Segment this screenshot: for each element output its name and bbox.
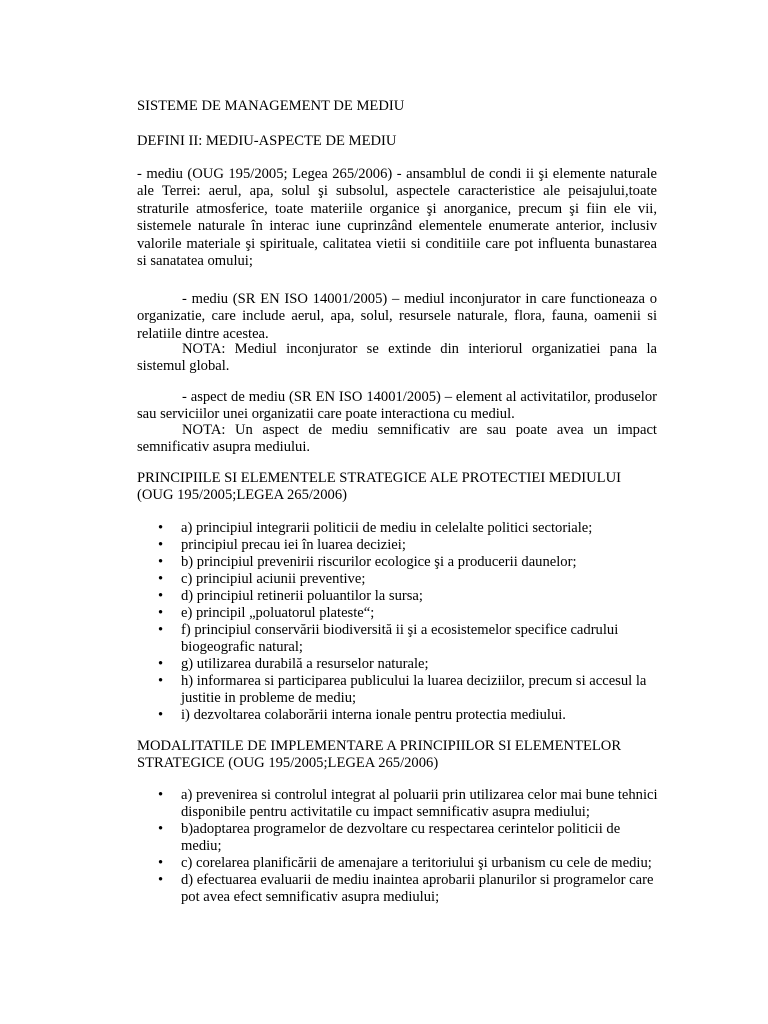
definition-mediu-iso: - mediu (SR EN ISO 14001/2005) – mediul inconjurator in care functioneaza o organizatie, care include aerul, apa, solul, resursele naturale, flora, fauna, oamenii si relatiile dintre acestea. [137,291,657,342]
section-heading-definitii: DEFINI II: MEDIU-ASPECTE DE MEDIU [137,133,397,149]
definition-aspect-mediu: - aspect de mediu (SR EN ISO 14001/2005) – element al activitatilor, produselor sau serviciilor unei organizatii care poate interactiona cu mediul. [137,389,657,423]
list-item: • d) efectuarea evaluarii de mediu inaintea aprobarii planurilor si programelor care pot avea efect semnificativ asupra mediului; [158,872,658,906]
list-item: • e) principil „poluatorul plateste“; [158,605,658,622]
document-title: SISTEME DE MANAGEMENT DE MEDIU [137,98,405,114]
implementation-list [158,787,658,906]
list-item: • i) dezvoltarea colaborării interna ionale pentru protectia mediului. [158,707,658,724]
list-item: • f) principiul conservării biodiversită ii şi a ecosistemelor specifice cadrului biogeografic natural; [158,622,658,656]
list-item: • b) principiul prevenirii riscurilor ecologice şi a producerii daunelor; [158,554,658,571]
section-heading-modalitati: MODALITATILE DE IMPLEMENTARE A PRINCIPIILOR SI ELEMENTELOR STRATEGICE (OUG 195/2005;LEGEA 265/2006) [137,738,622,772]
list-item: • g) utilizarea durabilă a resurselor naturale; [158,656,658,673]
list-item: • principiul precau iei în luarea deciziei; [158,537,658,554]
definition-mediu-oug: - mediu (OUG 195/2005; Legea 265/2006) - ansamblul de condi ii şi elemente naturale ale Terrei: aerul, apa, solul şi subsolul, aspectele caracteristice ale peisajului,toate straturile atmosferice, toate materiile organice şi anorganice, precum şi fiin ele vii, sistemele naturale în interac iune cuprinzând elementele enumerate anterior, inclusiv valorile materiale şi spirituale, calitatea vietii si conditiile care pot influenta bunastarea si sanatatea omului; [137,166,657,270]
note-mediu: NOTA: Mediul inconjurator se extinde din interiorul organizatiei pana la sistemul global. [137,341,657,375]
list-item: • c) principiul aciunii preventive; [158,571,658,588]
principles-list [158,520,658,724]
section-heading-principii: PRINCIPIILE SI ELEMENTELE STRATEGICE ALE PROTECTIEI MEDIULUI (OUG 195/2005;LEGEA 265/2006) [137,470,621,504]
list-item: • b)adoptarea programelor de dezvoltare cu respectarea cerintelor politicii de mediu; [158,821,658,855]
list-item: • a) prevenirea si controlul integrat al poluarii prin utilizarea celor mai bune tehnici disponibile pentru activitatile cu impact semnificativ asupra mediului; [158,787,658,821]
note-aspect-mediu: NOTA: Un aspect de mediu semnificativ are sau poate avea un impact semnificativ asupra mediului. [137,422,657,456]
list-item: • d) principiul retinerii poluantilor la sursa; [158,588,658,605]
list-item: • h) informarea si participarea publicului la luarea deciziilor, precum si accesul la justitie in probleme de mediu; [158,673,658,707]
list-item: • a) principiul integrarii politicii de mediu in celelalte politici sectoriale; [158,520,658,537]
list-item: • c) corelarea planificării de amenajare a teritoriului şi urbanism cu cele de mediu; [158,855,658,872]
